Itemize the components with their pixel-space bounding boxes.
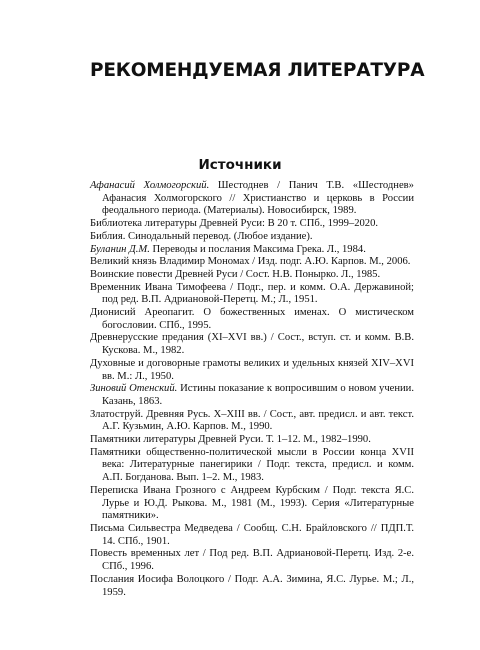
entry-text: Повесть временных лет / Под ред. В.П. Адриановой-Перетц. Изд. 2-е. СПб., 1996.	[90, 548, 414, 573]
bibliography-entry	[90, 269, 414, 282]
bibliography-entry	[90, 523, 414, 548]
entry-text: Временник Ивана Тимофеева / Подг., пер. и комм. О.А. Державиной; под ред. В.П. Адриановой-Перетц. М.; Л., 1951.	[90, 281, 414, 306]
bibliography-entry	[90, 256, 414, 269]
entry-text: Великий князь Владимир Мономах / Изд. подг. А.Ю. Карпов. М., 2006.	[90, 256, 411, 268]
section-title: Источники	[198, 157, 282, 173]
entry-author: Афанасий Холмогорский.	[90, 180, 210, 191]
entry-text: Библия. Синодальный перевод. (Любое издание).	[90, 230, 313, 242]
bibliography-entry	[90, 447, 414, 485]
entry-text: Шестоднев / Панич Т.В. «Шестоднев» Афанасия Холмогорского // Христианство и церковь в России феодального периода. (Материалы). Новосибирск, 1989.	[102, 180, 414, 217]
bibliography-entry	[90, 434, 414, 447]
entry-text: Духовные и договорные грамоты великих и удельных князей XIV–XVI вв. М.: Л., 1950.	[90, 357, 414, 382]
entry-text: Памятники общественно-политической мысли в России конца XVII века: Литературные панегирики / Подг. текста, предисл. и комм. А.П. Богданова. Вып. 1–2. М., 1983.	[90, 446, 414, 484]
entry-text: Древнерусские предания (XI–XVI вв.) / Сост., вступ. ст. и комм. В.В. Кускова. М., 1982.	[90, 332, 414, 357]
bibliography-entry	[90, 358, 414, 383]
bibliography-entry	[90, 485, 414, 523]
entry-text: Письма Сильвестра Медведева / Сообщ. С.Н. Брайловского // ПДП.Т. 14. СПб., 1901.	[90, 522, 414, 547]
bibliography-entry	[90, 244, 414, 257]
entry-text: Библиотека литературы Древней Руси: В 20 т. СПб., 1999–2020.	[90, 218, 379, 230]
bibliography-entry	[90, 383, 414, 408]
bibliography-entry	[90, 231, 414, 244]
bibliography-entry	[90, 574, 414, 599]
entry-text: Златоструй. Древняя Русь. X–XIII вв. / Сост., авт. предисл. и авт. текст. А.Г. Кузьмин, А.Ю. Карпов. М., 1990.	[90, 408, 414, 433]
bibliography-entry	[90, 332, 414, 357]
entry-author: Зиновий Отенский.	[90, 383, 178, 395]
entry-text: Дионисий Ареопагит. О божественных именах. О мистическом богословии. СПб., 1995.	[90, 307, 414, 331]
entry-text: Переписка Ивана Грозного с Андреем Курбским / Подг. текста Я.С. Лурье и Ю.Д. Рыкова. М., 1981 (М., 1993). Серия «Литературные памятники».	[90, 484, 414, 522]
entry-text: Воинские повести Древней Руси / Сост. Н.В. Понырко. Л., 1985.	[90, 268, 381, 280]
bibliography-entry	[90, 409, 414, 434]
entry-text: Переводы и послания Максима Грека. Л., 1984.	[149, 243, 366, 255]
bibliography-entry	[90, 548, 414, 573]
bibliography-entry	[90, 218, 414, 231]
entry-text: Послания Иосифа Волоцкого / Подг. А.А. Зимина, Я.С. Лурье. М.; Л., 1959.	[90, 573, 414, 598]
entry-text: Истины показание к вопросившим о новом учении. Казань, 1863.	[102, 383, 415, 407]
bibliography-entry	[90, 282, 414, 307]
bibliography-entry	[90, 180, 414, 218]
entry-text: Памятники литературы Древней Руси. Т. 1–12. М., 1982–1990.	[90, 434, 371, 446]
page-title: РЕКОМЕНДУЕМАЯ ЛИТЕРАТУРА	[90, 60, 425, 81]
entry-author: Буланин Д.М.	[90, 243, 150, 255]
bibliography-list	[90, 180, 414, 599]
bibliography-entry	[90, 307, 414, 332]
